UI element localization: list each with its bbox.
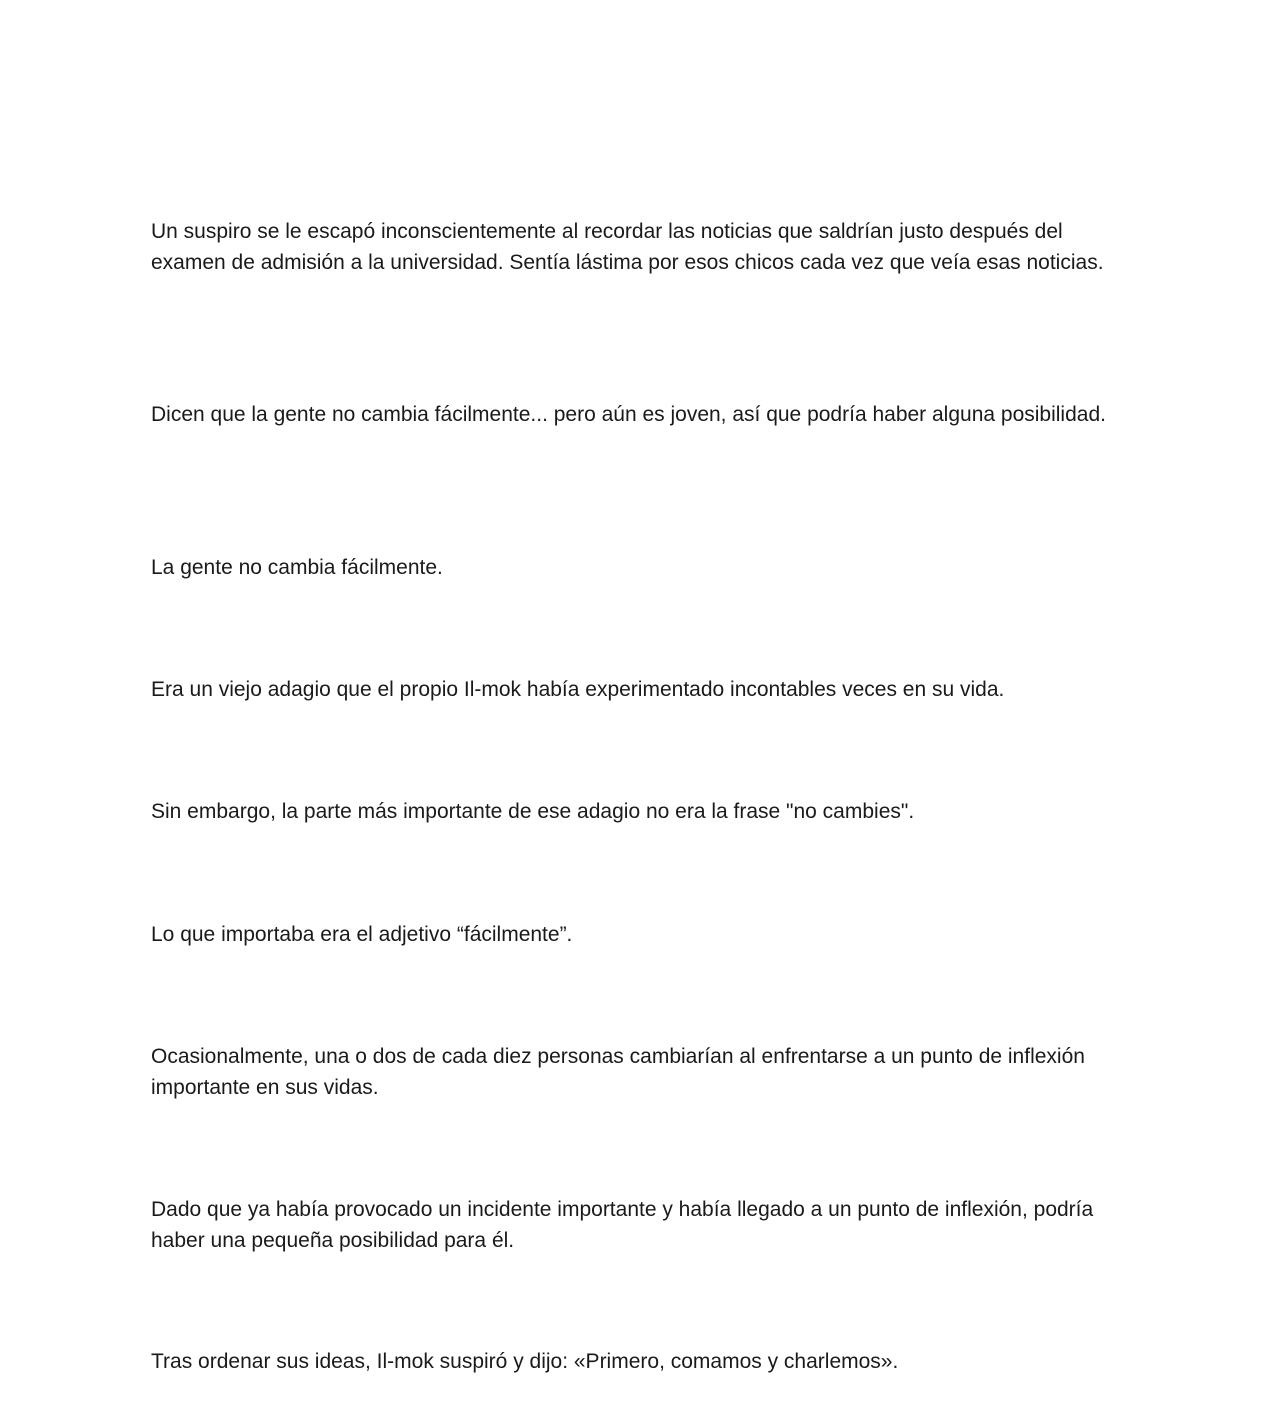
paragraph: Era un viejo adagio que el propio Il-mok había experimentado incontables veces en su vida. [151,678,1005,701]
paragraph: Lo que importaba era el adjetivo “fácilmente”. [151,923,573,946]
paragraph: Tras ordenar sus ideas, Il-mok suspiró y dijo: «Primero, comamos y charlemos». [151,1350,899,1373]
paragraph: Ocasionalmente, una o dos de cada diez personas cambiarían al enfrentarse a un punto de inflexión importante en sus vidas. [151,1045,1085,1099]
paragraph: Sin embargo, la parte más importante de ese adagio no era la frase "no cambies". [151,800,915,823]
paragraph: Un suspiro se le escapó inconscientemente al recordar las noticias que saldrían justo después del examen de admisión a la universidad. Sentía lástima por esos chicos cada vez que veía esas noticias. [151,220,1104,274]
paragraph: La gente no cambia fácilmente. [151,556,443,579]
paragraph: Dado que ya había provocado un incidente importante y había llegado a un punto de inflexión, podría haber una pequeña posibilidad para él. [151,1198,1094,1252]
paragraph: Dicen que la gente no cambia fácilmente... pero aún es joven, así que podría haber alguna posibilidad. [151,403,1106,426]
